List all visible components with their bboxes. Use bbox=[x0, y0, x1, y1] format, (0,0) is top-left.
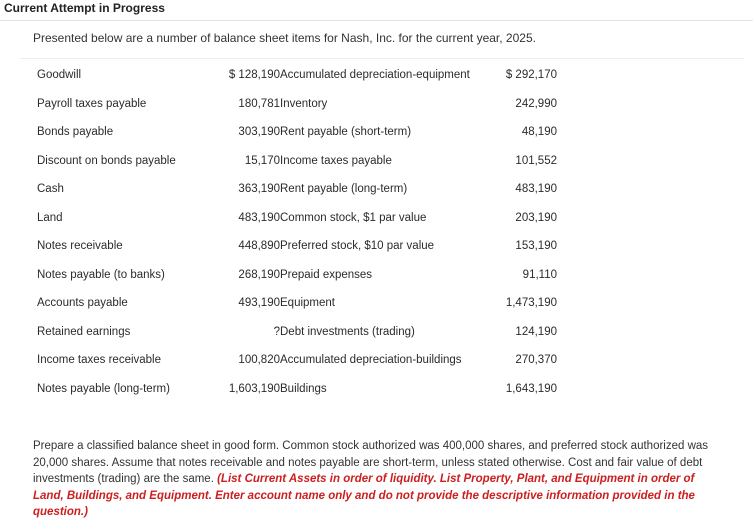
left-item-value: 15,170 bbox=[244, 154, 280, 167]
left-item-value: 303,190 bbox=[238, 126, 280, 138]
left-item-value: ? bbox=[273, 325, 280, 338]
table-row bbox=[20, 344, 744, 372]
instructions bbox=[33, 438, 723, 521]
right-item-value: 270,370 bbox=[515, 354, 557, 366]
right-item-label: Common stock, $1 par value bbox=[280, 211, 427, 224]
right-item-label: Income taxes payable bbox=[280, 154, 392, 167]
right-item-label: Accumulated depreciation-buildings bbox=[280, 354, 462, 366]
balance-items-table bbox=[20, 58, 744, 419]
left-item-label: Cash bbox=[37, 183, 64, 195]
left-item-value: $ 128,190 bbox=[228, 69, 280, 81]
instructions-text: Prepare a classified balance sheet in good form. Common stock authorized was 400,000 shares, and preferred stock authorized was 20,000 shares. Assume that notes receivable and notes payable are short-term, unless stated otherwise. Cost and fair value of debt investments (trading) are the same. bbox=[33, 440, 709, 485]
left-item-label: Bonds payable bbox=[37, 126, 114, 138]
right-item-value: 203,190 bbox=[515, 211, 557, 224]
right-item-label: Preferred stock, $10 par value bbox=[280, 240, 435, 252]
table-row bbox=[20, 316, 744, 344]
left-item-label: Goodwill bbox=[37, 69, 82, 81]
left-item-value: 363,190 bbox=[238, 183, 280, 195]
left-item-value: 493,190 bbox=[238, 297, 280, 309]
left-item-value: 448,890 bbox=[238, 240, 280, 252]
left-item-value: 1,603,190 bbox=[228, 382, 280, 395]
table-row bbox=[20, 145, 744, 173]
right-item-label: Equipment bbox=[280, 297, 335, 309]
table-row bbox=[20, 88, 744, 116]
left-item-label: Payroll taxes payable bbox=[37, 97, 147, 110]
left-item-label: Discount on bonds payable bbox=[37, 154, 176, 167]
left-item-value: 268,190 bbox=[238, 268, 280, 281]
right-item-label: Debt investments (trading) bbox=[280, 325, 415, 338]
left-item-value: 483,190 bbox=[238, 211, 280, 224]
right-item-label: Accumulated depreciation-equipment bbox=[280, 69, 470, 81]
right-item-value: 242,990 bbox=[515, 97, 557, 110]
right-item-label: Buildings bbox=[280, 382, 327, 395]
table-row bbox=[20, 59, 744, 87]
right-item-label: Inventory bbox=[280, 97, 328, 110]
status-bar bbox=[0, 0, 753, 21]
right-item-value: 1,643,190 bbox=[505, 382, 557, 395]
right-item-value: 48,190 bbox=[521, 126, 557, 138]
right-item-value: 91,110 bbox=[522, 268, 557, 281]
right-item-value: $ 292,170 bbox=[505, 69, 557, 81]
table-row bbox=[20, 202, 744, 230]
status-text: Current Attempt in Progress bbox=[4, 1, 165, 15]
right-item-value: 483,190 bbox=[515, 183, 557, 195]
left-item-label: Notes receivable bbox=[37, 240, 123, 252]
table-row bbox=[20, 173, 744, 201]
left-item-label: Accounts payable bbox=[37, 297, 128, 309]
left-item-value: 180,781 bbox=[238, 97, 280, 110]
right-item-value: 1,473,190 bbox=[505, 297, 557, 309]
right-item-label: Rent payable (short-term) bbox=[280, 126, 412, 138]
right-item-value: 124,190 bbox=[515, 325, 557, 338]
table-row bbox=[20, 259, 744, 287]
left-item-label: Land bbox=[37, 211, 63, 224]
table-row bbox=[20, 287, 744, 315]
right-item-value: 153,190 bbox=[515, 240, 557, 252]
left-item-label: Income taxes receivable bbox=[37, 354, 162, 366]
table-row bbox=[20, 373, 744, 401]
right-item-value: 101,552 bbox=[515, 154, 557, 167]
right-item-label: Prepaid expenses bbox=[280, 268, 373, 281]
table-row bbox=[20, 116, 744, 144]
table-row bbox=[20, 230, 744, 258]
left-item-label: Notes payable (to banks) bbox=[37, 268, 165, 281]
intro-text: Presented below are a number of balance sheet items for Nash, Inc. for the current year, 2025. bbox=[33, 31, 536, 45]
left-item-value: 100,820 bbox=[238, 354, 280, 366]
instructions-note: (List Current Assets in order of liquidity. List Property, Plant, and Equipment in order of Land, Buildings, and Equipment. Enter account name only and do not provide the descriptive information provided in the question.) bbox=[33, 473, 695, 518]
right-item-label: Rent payable (long-term) bbox=[280, 183, 408, 195]
left-item-label: Notes payable (long-term) bbox=[37, 382, 170, 395]
left-item-label: Retained earnings bbox=[37, 325, 131, 338]
